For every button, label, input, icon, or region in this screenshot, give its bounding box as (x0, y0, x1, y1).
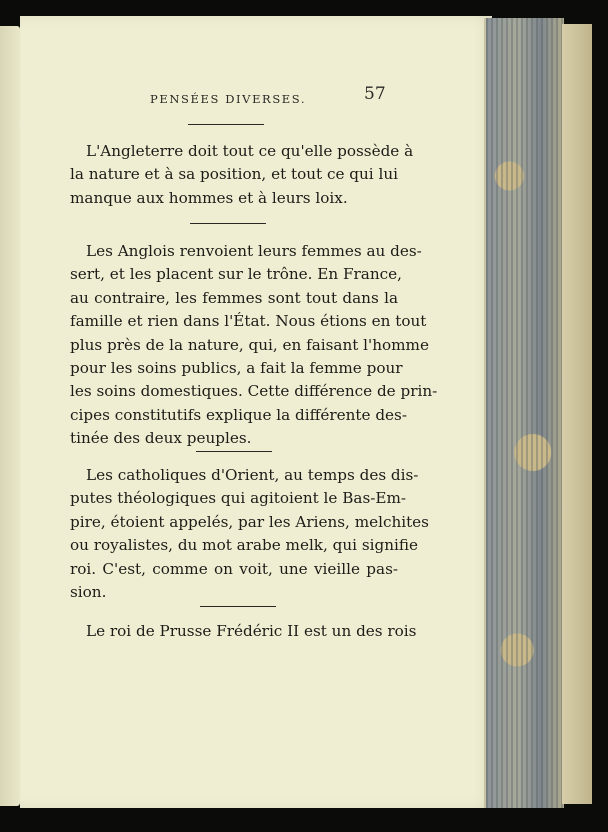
page-header (150, 84, 390, 112)
running-head: PENSÉES DIVERSES. (150, 92, 307, 106)
text-line: manque aux hommes et à leurs loix. (70, 188, 348, 207)
text-line: sert, et les placent sur le trône. En France, (70, 265, 402, 284)
paragraph-1 (70, 140, 414, 210)
text-line: plus près de la nature, qui, en faisant l'homme (70, 335, 429, 354)
text-line: Les Anglois renvoient leurs femmes au des- (86, 242, 422, 260)
text-line: les soins domestiques. Cette différence de prin- (70, 382, 438, 401)
text-line: la nature et à sa position, et tout ce qui lui (70, 165, 398, 184)
text-line: sion. (70, 583, 107, 602)
text-line: pour les soins publics, a fait la femme pour (70, 359, 403, 378)
separator-rule (196, 451, 272, 452)
text-line: ou royalistes, du mot arabe melk, qui signifie (70, 536, 418, 555)
text-line: tinée des deux peuples. (70, 429, 252, 448)
text-line: famille et rien dans l'État. Nous étions en tout (70, 312, 427, 331)
text-line: Le roi de Prusse Frédéric II est un des rois (86, 622, 417, 640)
book-cover-edge (562, 24, 592, 804)
text-line: roi. C'est, comme on voit, une vieille pas- (70, 559, 398, 578)
text-line: putes théologiques qui agitoient le Bas-Em- (70, 489, 406, 508)
page-number: 57 (364, 84, 386, 104)
text-line: cipes constitutifs explique la différente des- (70, 405, 407, 424)
separator-rule (200, 606, 276, 607)
separator-rule (188, 124, 264, 125)
separator-rule (190, 223, 266, 224)
text-line: pire, étoient appelés, par les Ariens, melchites (70, 512, 429, 531)
text-line: L'Angleterre doit tout ce qu'elle possède à (86, 142, 414, 160)
facing-page-edge (0, 26, 20, 806)
page-block-edge (484, 18, 564, 808)
paragraph-4 (70, 620, 417, 643)
text-line: au contraire, les femmes sont tout dans la (70, 288, 398, 307)
paragraph-2 (70, 240, 438, 451)
text-line: Les catholiques d'Orient, au temps des dis- (86, 466, 419, 484)
paragraph-3 (70, 464, 429, 604)
